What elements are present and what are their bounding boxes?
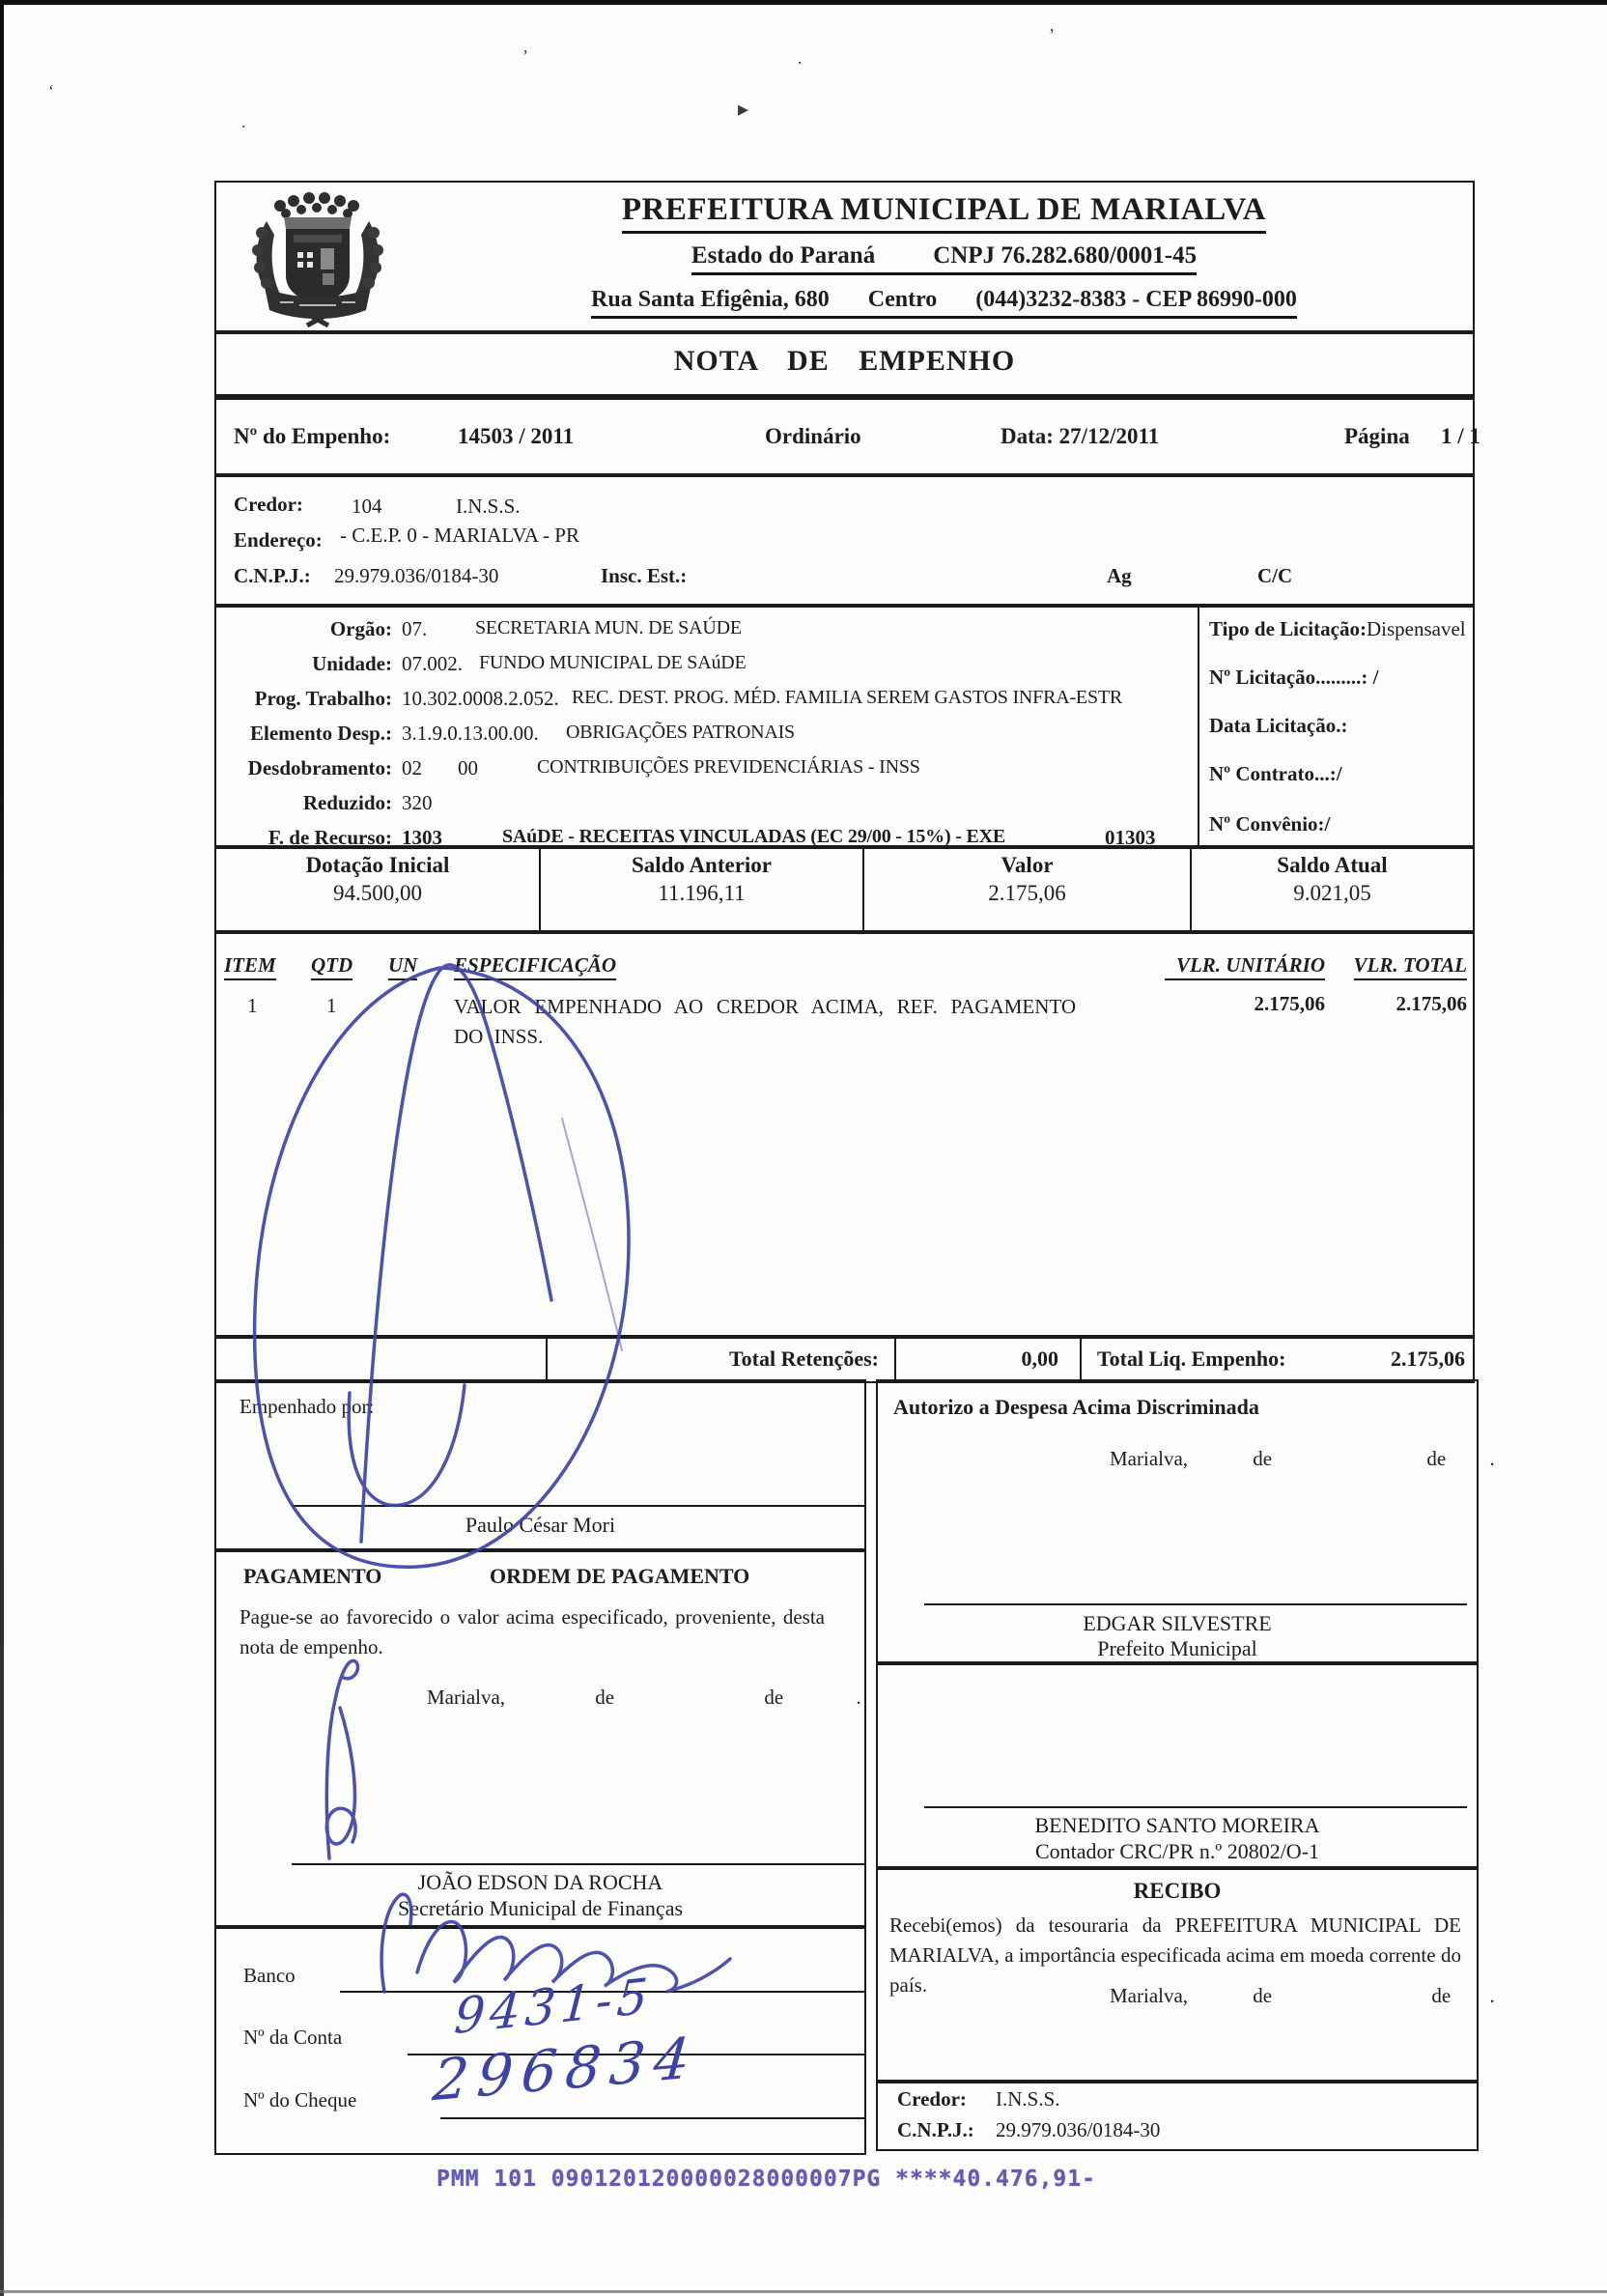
col-header-qtd: QTD	[311, 953, 352, 980]
cidade-data-line	[1110, 1984, 1495, 2008]
num-contrato: Nº Contrato...:/	[1209, 762, 1342, 785]
f-recurso-code: 1303	[402, 826, 442, 849]
empenho-number-row	[214, 396, 1480, 477]
item-vlr-unitario: 2.175,06	[1254, 992, 1325, 1015]
de: de	[595, 1686, 615, 1709]
pagamento-title: PAGAMENTO	[243, 1564, 382, 1588]
f-recurso-desc: SAúDE - RECEITAS VINCULADAS (EC 29/00 - 15%) - EXE	[502, 826, 1005, 847]
ag-label: Ag	[1107, 564, 1132, 587]
empenho-date: Data: 27/12/2011	[1001, 424, 1160, 448]
cheque-line	[440, 2117, 864, 2119]
item-espec: VALOR EMPENHADO AO CREDOR ACIMA, REF. PAGAMENTO DO INSS.	[454, 995, 1076, 1048]
de: de	[1431, 1984, 1452, 2007]
endereco-value: - C.E.P. 0 - MARIALVA - PR	[340, 524, 579, 547]
col-header-item: ITEM	[224, 953, 276, 980]
secretario-nome: JOÃO EDSON DA ROCHA	[417, 1870, 663, 1894]
credor-label: Credor:	[234, 493, 303, 516]
desdobramento-label: Desdobramento:	[247, 756, 392, 780]
doc-title: NOTA DE EMPENHO	[673, 345, 1016, 377]
scan-edge-top	[0, 0, 1607, 5]
item-number: 1	[247, 994, 258, 1017]
autorizo-box	[876, 1379, 1495, 1665]
empenhado-nome: Paulo César Mori	[465, 1513, 616, 1537]
elemento-desp-code: 3.1.9.0.13.00.00.	[402, 722, 539, 745]
elemento-desp-desc: OBRIGAÇÕES PATRONAIS	[566, 722, 795, 743]
credor-footer-cnpj-label: C.N.P.J.:	[897, 2118, 974, 2141]
endereco-label: Endereço:	[234, 528, 323, 552]
credor-footer-cnpj-value: 29.979.036/0184-30	[996, 2118, 1161, 2141]
cidade: Marialva,	[1110, 1984, 1189, 2007]
f-recurso-extra: 01303	[1105, 826, 1156, 849]
orgao-code: 07.	[402, 617, 428, 640]
contador-box	[876, 1661, 1479, 1870]
elemento-desp-label: Elemento Desp.:	[250, 722, 392, 745]
itens-table	[214, 930, 1475, 1339]
tipo-licitacao-label: Tipo de Licitação:	[1209, 617, 1367, 640]
conta-label: Nº da Conta	[243, 2026, 343, 2049]
empenho-number-label: Nº do Empenho:	[234, 424, 391, 448]
signature-line	[292, 1505, 864, 1507]
total-liq-value: 2.175,06	[1391, 1346, 1465, 1371]
col-header-unitario: VLR. UNITÁRIO	[1165, 953, 1325, 980]
page-number-label: Página	[1344, 424, 1410, 448]
saldo-anterior-header: Saldo Anterior	[631, 853, 773, 877]
scan-edge-bottom	[0, 2290, 1607, 2293]
header-phone-cep: (044)3232-8383 - CEP 86990-000	[975, 287, 1297, 312]
de: de	[1426, 1447, 1447, 1470]
saldo-anterior-cell	[541, 847, 864, 932]
handwritten-cheque-number: 296834	[430, 2024, 701, 2114]
scan-artifact: ‘	[48, 81, 54, 100]
credor-code: 104	[352, 495, 382, 518]
cidade-data-line	[1110, 1447, 1495, 1471]
de: de	[1253, 1447, 1273, 1470]
saldo-atual-header: Saldo Atual	[1277, 853, 1388, 877]
valor-cell	[864, 847, 1192, 932]
cnpj-value: 29.979.036/0184-30	[334, 564, 499, 587]
desdobramento-code2: 00	[458, 756, 478, 780]
signature-line	[292, 1863, 864, 1865]
item-qtd: 1	[326, 994, 337, 1017]
saldo-atual-value: 9.021,05	[1293, 881, 1371, 905]
prog-trabalho-code: 10.302.0008.2.052.	[402, 687, 559, 710]
ponto: .	[1489, 1984, 1495, 2007]
total-liq-label: Total Liq. Empenho:	[1097, 1346, 1286, 1371]
secretario-cargo: Secretário Municipal de Finanças	[397, 1896, 684, 1920]
empenho-number: 14503 / 2011	[458, 424, 575, 448]
totals-empty-cell	[216, 1337, 548, 1381]
total-retencoes-label: Total Retenções:	[729, 1346, 879, 1371]
page-title: PREFEITURA MUNICIPAL DE MARIALVA	[622, 192, 1266, 234]
header-text	[423, 192, 1465, 319]
licitacao-panel	[1198, 606, 1473, 847]
prog-trabalho-desc: REC. DEST. PROG. MÉD. FAMILIA SEREM GASTOS INFRA-ESTR	[572, 687, 1123, 708]
unidade-desc: FUNDO MUNICIPAL DE SAúDE	[479, 652, 747, 673]
credor-name: I.N.S.S.	[456, 495, 521, 518]
col-header-total: VLR. TOTAL	[1354, 953, 1467, 980]
total-retencoes-value: 0,00	[1021, 1346, 1058, 1371]
orgao-desc: SECRETARIA MUN. DE SAÚDE	[475, 617, 742, 638]
empenhado-por-label: Empenhado por:	[240, 1395, 375, 1418]
scan-artifact: ’	[522, 46, 528, 66]
num-licitacao: Nº Licitação.........: /	[1209, 666, 1379, 689]
de: de	[1253, 1984, 1273, 2007]
col-header-espec: ESPECIFICAÇÃO	[454, 953, 616, 980]
banco-label: Banco	[243, 1964, 296, 1987]
credor-block	[214, 473, 1475, 608]
cnpj-label: C.N.P.J.:	[234, 564, 311, 587]
ponto: .	[1489, 1447, 1495, 1470]
unidade-code: 07.002.	[402, 652, 463, 675]
dotacao-inicial-header: Dotação Inicial	[305, 853, 450, 877]
ordem-pagamento-title: ORDEM DE PAGAMENTO	[490, 1564, 750, 1588]
header-district: Centro	[867, 287, 938, 312]
cidade-data-line	[427, 1686, 861, 1710]
cheque-label: Nº do Cheque	[243, 2088, 357, 2112]
autorizo-title: Autorizo a Despesa Acima Discriminada	[893, 1395, 1259, 1419]
header-box	[214, 181, 1475, 334]
recibo-box	[876, 1866, 1495, 2083]
pagamento-texto: Pague-se ao favorecido o valor acima especificado, proveniente, desta nota de empenho.	[240, 1605, 825, 1658]
scan-artifact: .	[798, 48, 803, 68]
page-number-value: 1 / 1	[1441, 424, 1480, 448]
totals-row	[214, 1335, 1475, 1383]
scan-artifact: ’	[1049, 25, 1055, 44]
cc-label: C/C	[1257, 564, 1293, 587]
insc-est-label: Insc. Est.:	[601, 564, 688, 587]
col-header-un: UN	[388, 953, 417, 980]
scan-edge-left	[0, 0, 4, 2296]
contador-nome: BENEDITO SANTO MOREIRA	[1034, 1813, 1320, 1837]
recibo-texto: Recebi(emos) da tesouraria da PREFEITURA MUNICIPAL DE MARIALVA, a importância especificada acima em moeda corrente do país.	[889, 1913, 1461, 1997]
desdobramento-desc: CONTRIBUIÇÕES PREVIDENCIÁRIAS - INSS	[537, 756, 920, 778]
header-state: Estado do Paraná	[691, 242, 876, 269]
orcamento-block	[214, 604, 1475, 849]
saldo-atual-cell	[1192, 847, 1473, 932]
doc-title-bar	[214, 330, 1475, 400]
cidade: Marialva,	[427, 1686, 506, 1709]
dotacao-table	[214, 845, 1475, 934]
empenhado-box	[214, 1379, 866, 1552]
valor-header: Valor	[1001, 853, 1054, 877]
tipo-licitacao-value: Dispensavel	[1366, 617, 1466, 640]
de: de	[764, 1686, 784, 1709]
credor-footer-box	[876, 2080, 1479, 2151]
recibo-title: RECIBO	[1133, 1879, 1222, 1903]
reduzido-code: 320	[402, 791, 433, 814]
prog-trabalho-label: Prog. Trabalho:	[254, 687, 392, 710]
dotacao-inicial-cell	[216, 847, 541, 932]
data-licitacao: Data Licitação.:	[1209, 714, 1348, 737]
dotacao-inicial-value: 94.500,00	[333, 881, 422, 905]
header-address: Rua Santa Efigênia, 680	[591, 287, 830, 312]
prefeito-nome: EDGAR SILVESTRE	[1083, 1611, 1272, 1635]
desdobramento-code: 02	[402, 756, 422, 780]
handwritten-account-number: 9431-5	[452, 1967, 655, 2046]
valor-value: 2.175,06	[988, 881, 1066, 905]
scan-artifact: .	[241, 112, 246, 131]
contador-cargo: Contador CRC/PR n.º 20802/O-1	[1034, 1839, 1320, 1863]
dot-matrix-stamp: PMM 101 090120120000028000007PG ****40.476,91-	[437, 2167, 1096, 2192]
orgao-label: Orgão:	[329, 617, 392, 640]
credor-footer-value: I.N.S.S.	[996, 2087, 1060, 2111]
header-cnpj: CNPJ 76.282.680/0001-45	[933, 242, 1198, 269]
scan-artifact: ▸	[738, 97, 749, 121]
signature-line	[924, 1603, 1467, 1605]
ponto: .	[856, 1686, 861, 1709]
unidade-label: Unidade:	[312, 652, 392, 675]
f-recurso-label: F. de Recurso:	[268, 826, 392, 849]
empenho-type: Ordinário	[765, 424, 861, 448]
signature-line	[924, 1806, 1467, 1808]
num-convenio: Nº Convênio:/	[1209, 812, 1331, 836]
saldo-anterior-value: 11.196,11	[658, 881, 746, 905]
pagamento-box	[214, 1548, 866, 1929]
prefeito-cargo: Prefeito Municipal	[1097, 1636, 1257, 1660]
credor-footer-label: Credor:	[897, 2087, 967, 2111]
municipal-coat-of-arms-logo	[230, 192, 406, 327]
reduzido-label: Reduzido:	[302, 791, 392, 814]
cidade: Marialva,	[1110, 1447, 1189, 1470]
item-vlr-total: 2.175,06	[1396, 992, 1467, 1015]
